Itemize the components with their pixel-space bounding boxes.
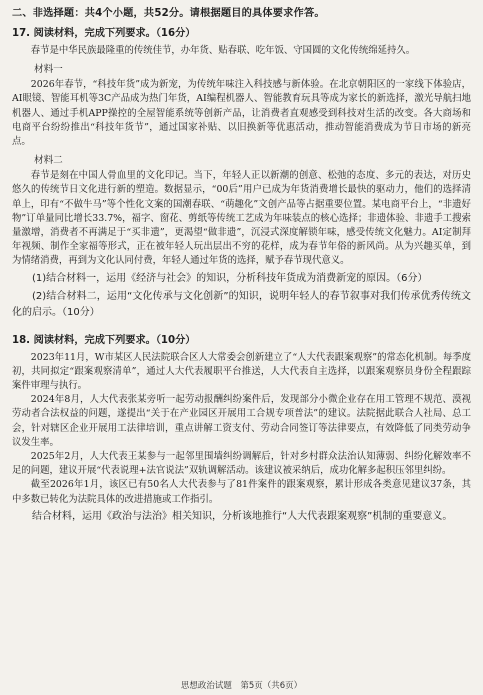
question-18-paragraph-1: 2023年11月，W市某区人民法院联合区人大常委会创新建立了“人大代表跟案观察”的常态化机制。每季度初，共同拟定“跟案观察清单”，通过人大代表履职平台推送，人大代表自主选择，以跟案观察员身份全程跟踪案件审理与执行。: [12, 351, 471, 392]
question-17-title: 17. 阅读材料，完成下列要求。（16分）: [12, 28, 196, 39]
material-2-text: 春节是刻在中国人骨血里的文化印记。当下，年轻人正以新潮的创意、松弛的态度、多元的表达，对历史悠久的传统节日文化进行新的塑造。数据显示，“00后”用户已成为年货消费增长最快的驱动力，他们的选择清单上，印有“不做牛马”等个性化文案的国潮春联、“萌趣化”文创产品等占据重要位置。某电商平台上，“非遗好物”订单量同比增长33.7%，福字、窗花、剪纸等传统工艺成为年味装点的核心选择；非遗体验、非遗手工搜索量激增，消费者不再满足于“买非遗”，更渴望“做非遗”，沉浸式深度解锁年味，感受传统文化魅力。AI定制拜年视频、制作全家福等形式，正在被年轻人玩出层出不穷的花样，成为春节年俗的新风尚。从为兴趣买单，到为情绪消费，再到为文化认同付费，年轻人通过年货的选择，赋予春节现代意义。: [12, 170, 471, 267]
question-17-task-1: (1)结合材料一，运用《经济与社会》的知识，分析科技年货成为消费新宠的原因。（6分）: [32, 272, 428, 284]
question-17-intro: 春节是中华民族最隆重的传统佳节，办年货、贴春联、吃年饭、守国圆的文化传统绵延持久。: [30, 45, 416, 56]
material-2-label: 材料二: [34, 155, 63, 167]
question-18-task: 结合材料，运用《政治与法治》相关知识，分析该地推行“人大代表跟案观察”机制的重要意义。: [32, 510, 453, 522]
section-heading: 二、非选择题：共4个小题，共52分。请根据题目的具体要求作答。: [12, 8, 325, 19]
question-18-paragraph-2: 2024年8月，人大代表张某旁听一起劳动报酬纠纷案件后，发现部分小微企业存在用工管理不规范、漠视劳动者合法权益的问题，遂提出“关于在产业园区开展用工合规专项普法”的建议。法院据此联合人社局、总工会，针对辖区企业开展用工法律培训，重点讲解工资支付、劳动合同签订等法律要点，有效降低了同类劳动争议发生率。: [12, 394, 471, 448]
question-17-task-2: (2)结合材料二，运用“文化传承与文化创新”的知识，说明年轻人的春节叙事对我们传承优秀传统文化的启示。（10分）: [12, 290, 471, 318]
page-footer: 思想政治试题 第5页（共6页）: [180, 681, 303, 691]
question-18-paragraph-4: 截至2026年1月，该区已有50名人大代表参与了81件案件的跟案观察，累计形成各类意见建议37条，其中多数已转化为法院具体的改进措施或工作指引。: [12, 479, 471, 505]
material-1-text: 2026年春节，“科技年货”成为新宠，为传统年味注入科技感与新体验。在北京朝阳区的一家线下体验店，AI眼镜、智能耳机等3C产品成为热门年货，AI编程机器人、智能教育玩具等成为家长的新选择，激光导航扫地机器人、通过手机APP操控的全屋智能系统等创新产品，让消费者直观感受到科技对生活的改变。各大商场和电商平台纷纷推出“科技年货节”，通过国家补贴、以旧换新等优惠活动，推动智能消费成为节日市场的新亮点。: [12, 79, 471, 148]
question-18-title: 18. 阅读材料，完成下列要求。（10分）: [12, 334, 196, 346]
question-18-paragraph-3: 2025年2月，人大代表王某参与一起邻里围墙纠纷调解后，针对乡村群众法治认知薄弱、纠纷化解效率不足的问题，建议开展“代表说理+法官说法”双轨调解活动。该建议被采纳后，成功化解多起积压邻里纠纷。: [12, 451, 471, 477]
material-1-label: 材料一: [34, 64, 63, 76]
